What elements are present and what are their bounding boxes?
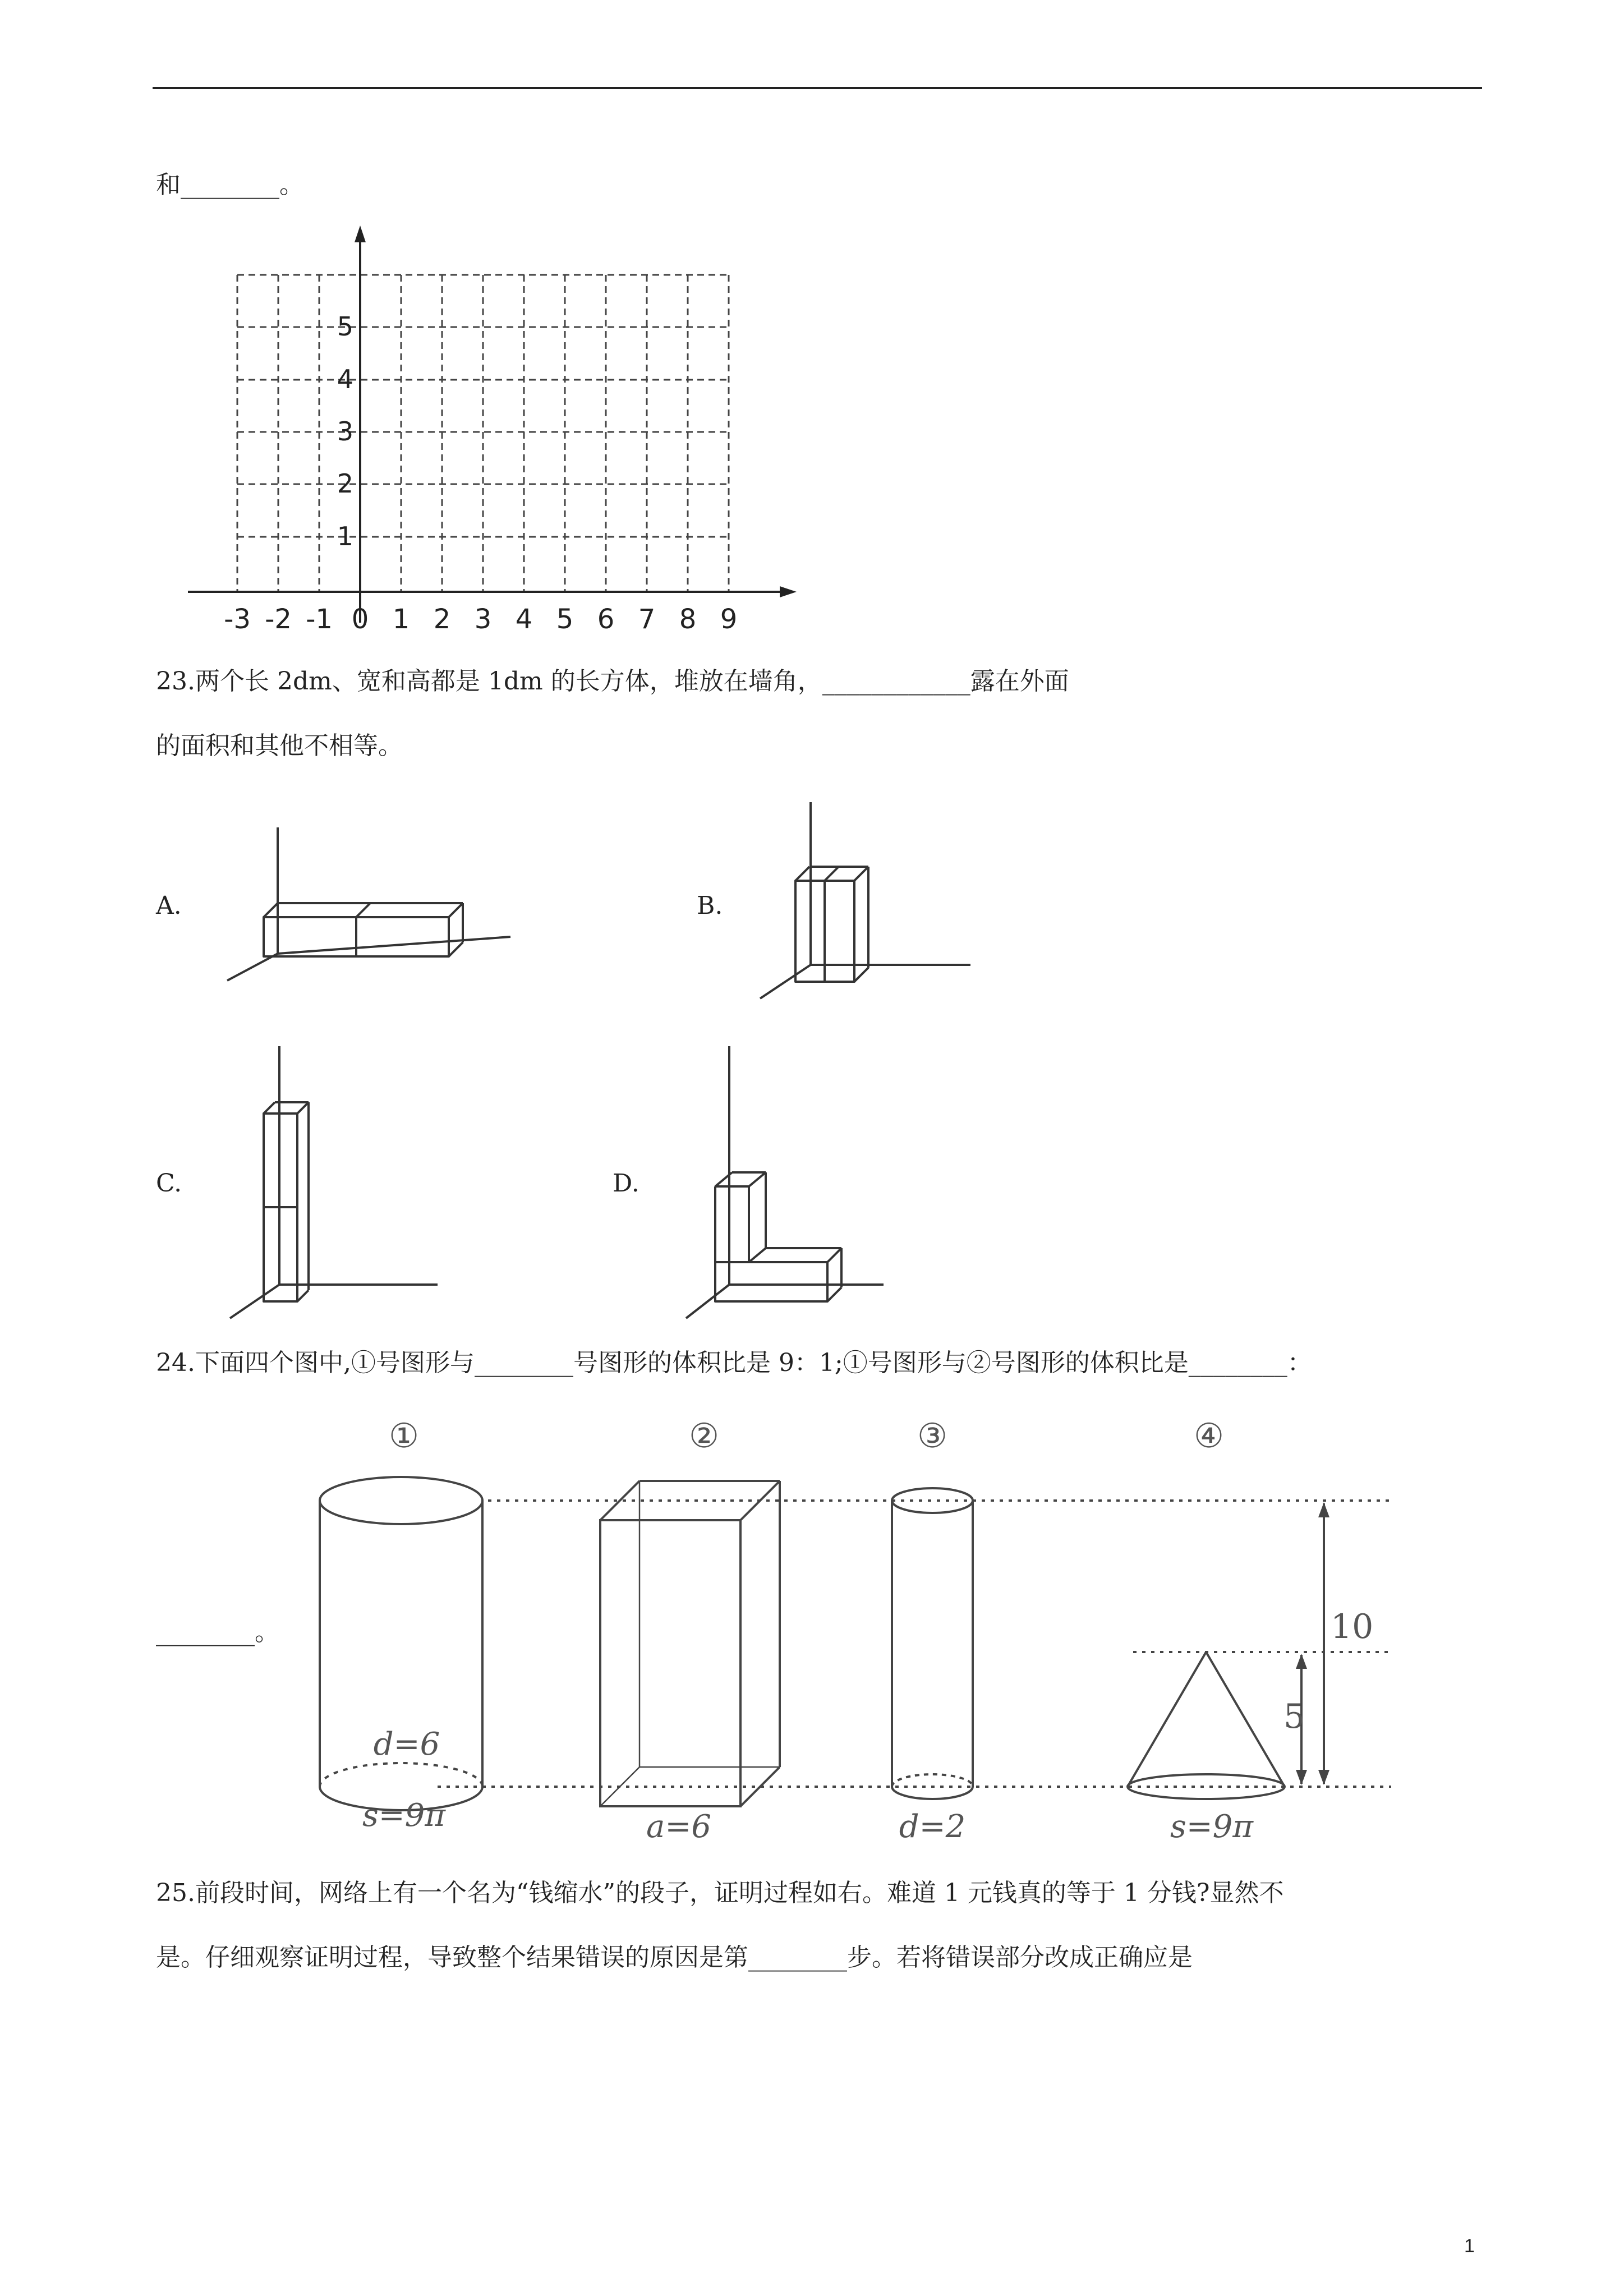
q24-solids-figure (314, 1414, 1436, 1840)
x-tick-label: -2 (265, 604, 292, 635)
page-number: 1 (1464, 2235, 1475, 2257)
figure-label-2: ② (689, 1416, 719, 1456)
x-axis-arrow (780, 586, 797, 597)
q23-option-a-label: A. (156, 891, 182, 920)
q23-option-c-figure (224, 1043, 449, 1324)
y-tick-label: 5 (337, 311, 353, 342)
q24-line1: 24.下面四个图中,①号图形与________号图形的体积比是 9：1;①号图形与②号图形的体积比是________： (156, 1349, 1312, 1377)
fig3-diameter-label: d=2 (899, 1809, 966, 1840)
y-tick-label: 2 (337, 468, 353, 499)
x-tick-label: 6 (597, 604, 615, 635)
x-tick-label: 4 (515, 604, 533, 635)
cuboid (600, 1481, 780, 1806)
figure-label-3: ③ (917, 1416, 947, 1456)
q23-option-d-label: D. (613, 1169, 640, 1198)
guide-dotted-lines (438, 1501, 1391, 1787)
figure-label-1: ① (389, 1416, 419, 1456)
grid-dashed-lines (237, 275, 729, 592)
figure-label-4: ④ (1194, 1416, 1224, 1456)
y-tick-label: 4 (337, 364, 353, 394)
q23-option-d-figure (682, 1043, 906, 1324)
q23-line2: 的面积和其他不相等。 (156, 731, 403, 760)
height-10-label: 10 (1331, 1607, 1374, 1646)
cone (1128, 1652, 1285, 1799)
x-tick-label: -1 (306, 604, 333, 635)
height-5-label: 5 (1283, 1697, 1305, 1736)
fig4-area-label: s=9π (1170, 1809, 1254, 1840)
q23-option-b-label: B. (697, 891, 723, 920)
x-tick-label: 7 (638, 604, 656, 635)
y-tick-label: 1 (337, 521, 353, 551)
x-tick-label: 0 (351, 604, 369, 635)
header-rule (153, 87, 1482, 89)
coordinate-grid-figure (163, 219, 813, 639)
y-tick-label: 3 (337, 416, 353, 447)
x-tick-label: 1 (392, 604, 410, 635)
fig1-area-label: s=9π (362, 1797, 446, 1834)
y-axis-arrow (355, 226, 366, 242)
q23-option-a-figure (219, 819, 522, 987)
x-tick-label: 2 (433, 604, 451, 635)
q23-option-b-figure (757, 797, 982, 1004)
x-tick-label: 5 (556, 604, 574, 635)
q22-tail-text: 和________。 (156, 171, 304, 199)
q24-line2: ________。 (156, 1618, 279, 1646)
x-tick-label: 8 (679, 604, 697, 635)
cylinder-thin (892, 1488, 973, 1799)
q25-line1: 25.前段时间，网络上有一个名为“钱缩水”的段子，证明过程如右。难道 1 元钱真的等于 1 分钱?显然不 (156, 1879, 1284, 1907)
dimension-arrows (1301, 1503, 1324, 1784)
x-tick-label: 9 (720, 604, 738, 635)
x-tick-label: -3 (224, 604, 251, 635)
x-tick-label: 3 (474, 604, 492, 635)
fig1-diameter-label: d=6 (373, 1726, 440, 1763)
q23-line1: 23.两个长 2dm、宽和高都是 1dm 的长方体，堆放在墙角，____________露在外面 (156, 667, 1069, 696)
q25-line2: 是。仔细观察证明过程，导致整个结果错误的原因是第________步。若将错误部分改成正确应是 (156, 1943, 1193, 1972)
q23-option-c-label: C. (156, 1169, 182, 1198)
fig2-edge-label: a=6 (646, 1809, 711, 1840)
